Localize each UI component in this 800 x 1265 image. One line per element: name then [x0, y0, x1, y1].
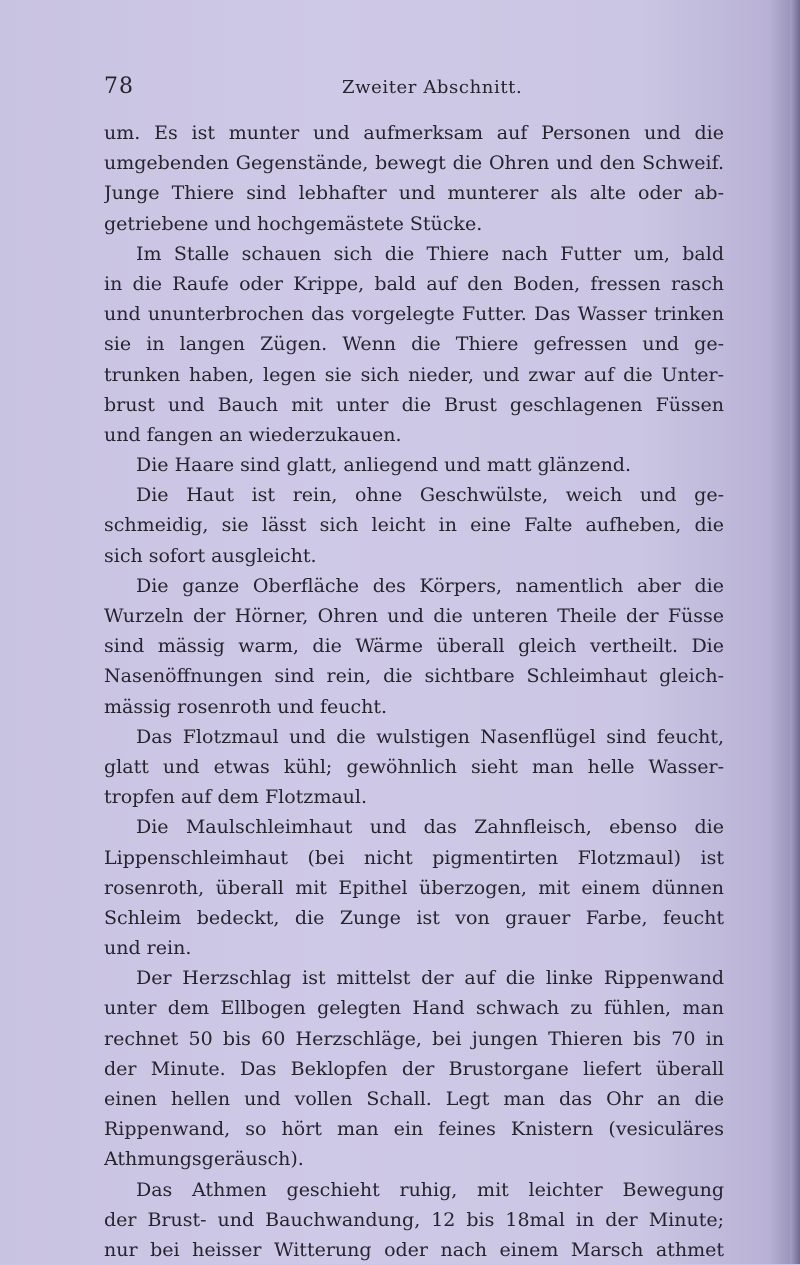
text-line: nur bei heisser Witterung oder nach einem Marsch athmet — [104, 1238, 724, 1261]
text-line: sie in langen Zügen. Wenn die Thiere gefressen und ge- — [104, 333, 724, 356]
text-line: Rippenwand, so hört man ein feines Knistern (vesiculäres — [104, 1118, 724, 1141]
text-line: der Minute. Das Beklopfen der Brustorgane liefert überall — [104, 1057, 724, 1080]
page-header — [104, 74, 724, 102]
text-line: mässig rosenroth und feucht. — [104, 695, 388, 718]
text-line: und rein. — [104, 937, 192, 960]
text-line: Nasenöffnungen sind rein, die sichtbare Schleimhaut gleich- — [104, 665, 724, 688]
text-line: Das Athmen geschieht ruhig, mit leichter Bewegung — [136, 1178, 724, 1201]
text-line: getriebene und hochgemästete Stücke. — [104, 212, 483, 235]
text-line: um. Es ist munter und aufmerksam auf Personen und die — [104, 122, 724, 144]
text-line: Wurzeln der Hörner, Ohren und die unteren Theile der Füsse — [104, 605, 724, 627]
text-line: Der Herzschlag ist mittelst der auf die linke Rippenwand — [136, 967, 724, 990]
page-edge — [790, 0, 800, 1264]
text-line: rechnet 50 bis 60 Herzschläge, bei jungen Thieren bis 70 in — [104, 1027, 724, 1050]
text-line: glatt und etwas kühl; gewöhnlich sieht man helle Wasser- — [104, 755, 724, 778]
text-line: in die Raufe oder Krippe, bald auf den Boden, fressen rasch — [104, 272, 724, 295]
text-line: sich sofort ausgleicht. — [104, 544, 317, 567]
text-line: trunken haben, legen sie sich nieder, und zwar auf die Unter- — [104, 363, 724, 386]
text-line: Schleim bedeckt, die Zunge ist von grauer Farbe, feucht — [104, 906, 724, 929]
text-line: Im Stalle schauen sich die Thiere nach Futter um, bald — [136, 242, 724, 265]
text-line: Lippenschleimhaut (bei nicht pigmentirten Flotzmaul) ist — [104, 846, 724, 869]
text-line: der Brust- und Bauchwandung, 12 bis 18mal in der Minute; — [104, 1208, 724, 1231]
text-line: Die ganze Oberfläche des Körpers, namentlich aber die — [136, 574, 724, 597]
text-line: sind mässig warm, die Wärme überall gleich vertheilt. Die — [104, 635, 724, 658]
running-head: Zweiter Abschnitt. — [342, 77, 523, 98]
text-line: brust und Bauch mit unter die Brust geschlagenen Füssen — [104, 393, 724, 416]
text-line: Die Maulschleimhaut und das Zahnfleisch, ebenso die — [136, 816, 724, 839]
text-line: und fangen an wiederzukauen. — [104, 423, 402, 446]
page-number: 78 — [104, 74, 134, 99]
text-line: rosenroth, überall mit Epithel überzogen, mit einem dünnen — [104, 876, 724, 899]
text-line: Die Haut ist rein, ohne Geschwülste, weich und ge- — [136, 484, 724, 507]
text-line: Die Haare sind glatt, anliegend und matt glänzend. — [136, 454, 632, 477]
text-line: tropfen auf dem Flotzmaul. — [104, 786, 368, 809]
text-line: umgebenden Gegenstände, bewegt die Ohren und den Schweif. — [104, 152, 724, 175]
text-line: Athmungsgeräusch). — [104, 1148, 304, 1171]
text-line: Junge Thiere sind lebhafter und munterer als alte oder ab- — [104, 182, 724, 205]
text-line: schmeidig, sie lässt sich leicht in eine Falte aufheben, die — [104, 514, 724, 537]
text-line: unter dem Ellbogen gelegten Hand schwach zu fühlen, man — [104, 997, 724, 1020]
text-line: Das Flotzmaul und die wulstigen Nasenflügel sind feucht, — [136, 725, 724, 748]
text-line: einen hellen und vollen Schall. Legt man das Ohr an die — [104, 1088, 724, 1110]
body-text — [104, 118, 724, 1265]
text-line: und ununterbrochen das vorgelegte Futter. Das Wasser trinken — [104, 303, 724, 326]
